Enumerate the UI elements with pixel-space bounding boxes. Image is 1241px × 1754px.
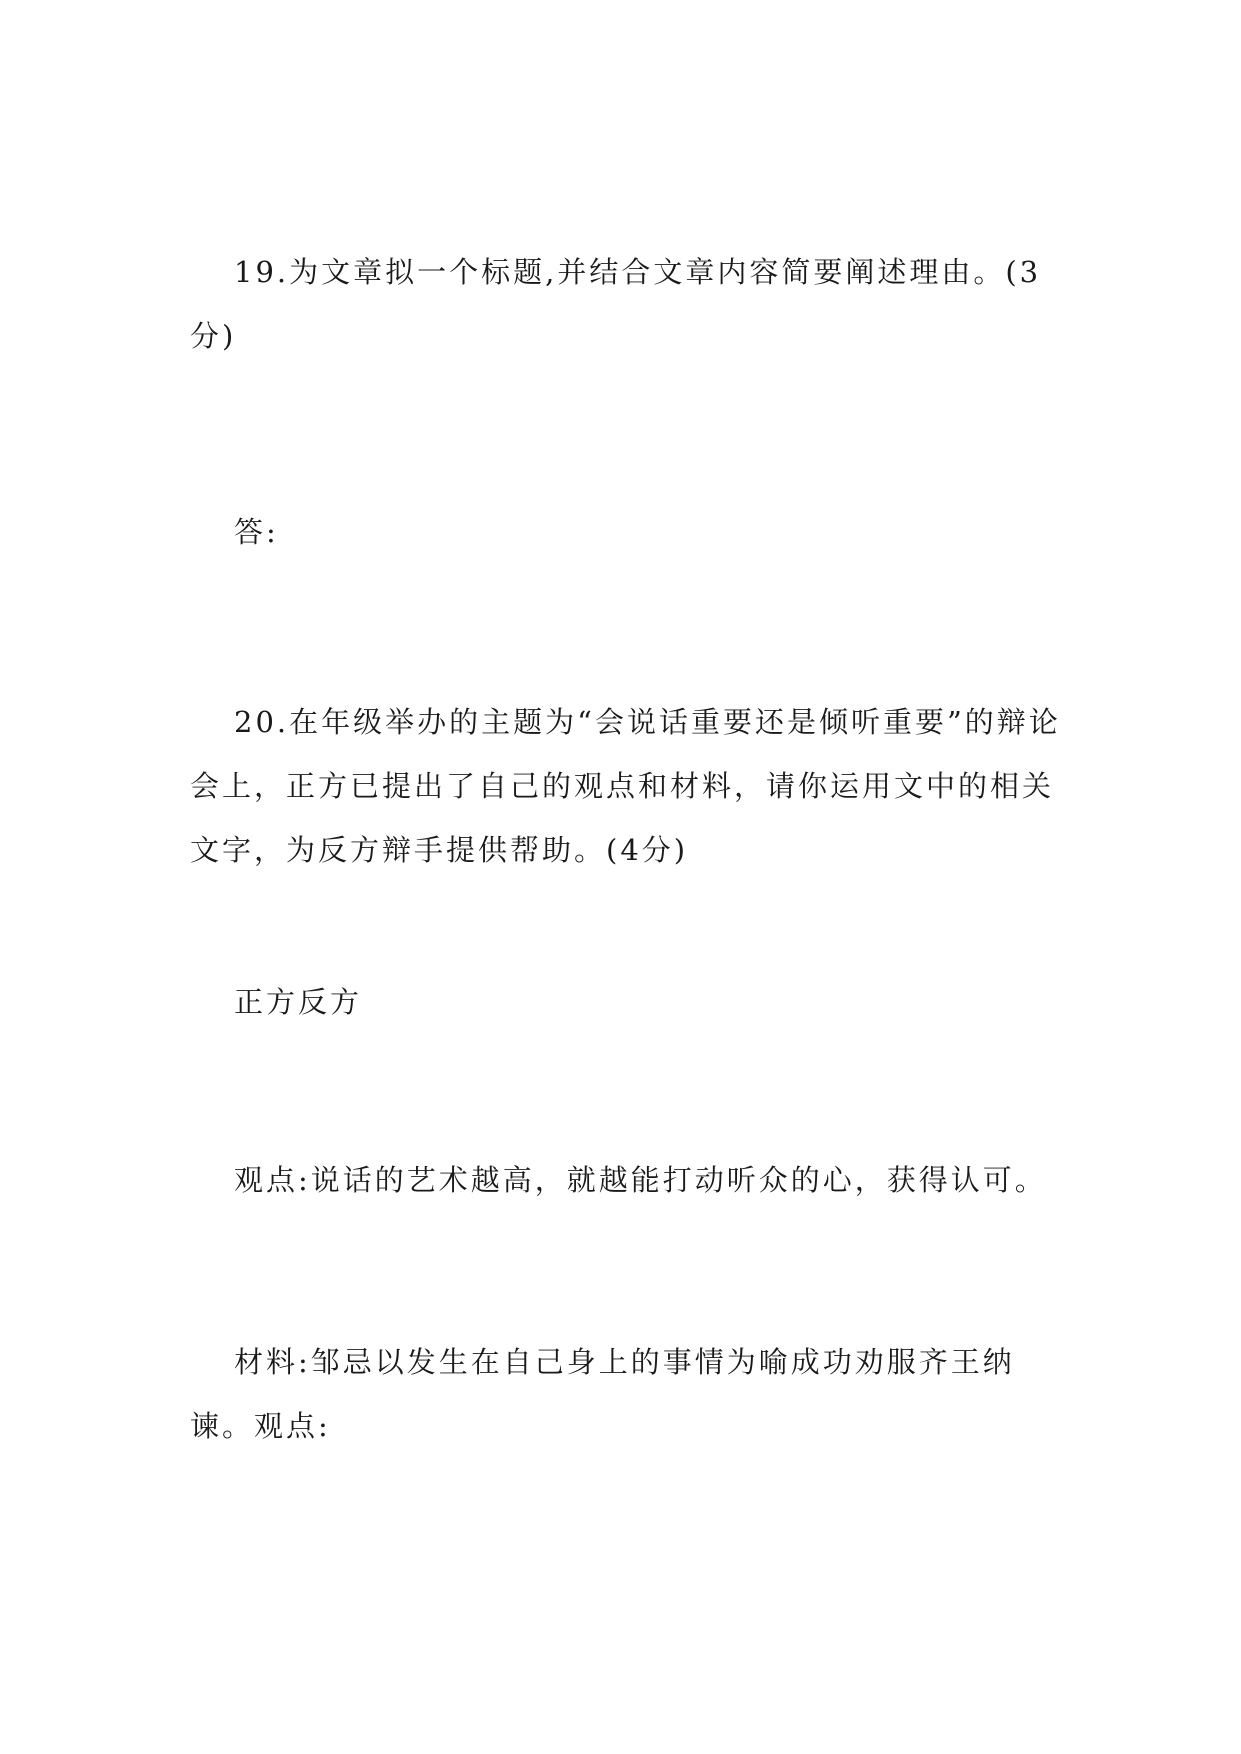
question-20: 20.在年级举办的主题为“会说话重要还是倾听重要”的辩论会上，正方已提出了自己的观点和材料，请你运用文中的相关文字，为反方辩手提供帮助。(4分) [190, 705, 1061, 867]
answer-label: 答: [234, 515, 279, 549]
pro-viewpoint: 观点:说话的艺术越高，就越能打动听众的心，获得认可。 [234, 1163, 1047, 1197]
pro-material-con-viewpoint: 材料:邹忌以发生在自己身上的事情为喻成功劝服齐王纳谏。观点: [190, 1345, 1015, 1443]
debate-sides: 正方反方 [234, 985, 363, 1019]
question-19: 19.为文章拟一个标题,并结合文章内容简要阐述理由。(3分) [190, 255, 1042, 353]
